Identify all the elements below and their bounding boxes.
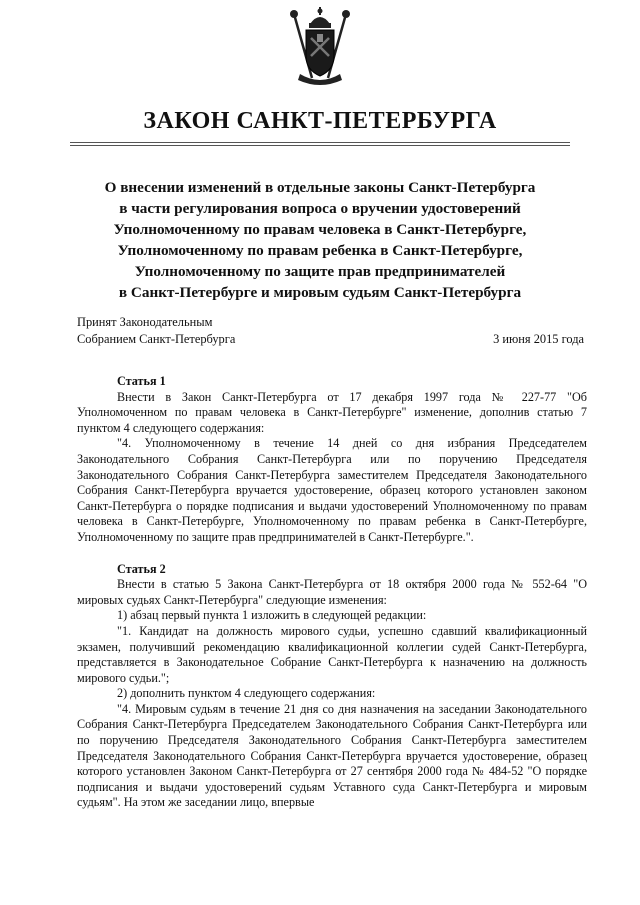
adopted-line: Принят Законодательным xyxy=(77,315,213,329)
article-paragraph: 1) абзац первый пункта 1 изложить в следующей редакции: xyxy=(117,608,427,623)
article-paragraph: Внести в статью 5 Закона Санкт-Петербурга от 18 октября 2000 года № 552-64 "О мировых судьях Санкт-Петербурга" следующие изменения: xyxy=(77,577,587,607)
law-heading xyxy=(60,177,580,303)
title-rule xyxy=(70,142,570,143)
heading-line: Уполномоченному по правам человека в Санкт-Петербурге, xyxy=(113,221,527,238)
heading-line: в Санкт-Петербурге и мировым судьям Санкт-Петербурга xyxy=(118,284,522,301)
adoption-date: 3 июня 2015 года xyxy=(493,332,584,346)
law-body xyxy=(77,374,587,811)
article-paragraph: "1. Кандидат на должность мирового судьи, успешно сдавший квалификационный экзамен, получивший рекомендацию квалификационной коллегии судей Санкт-Петербурга, представляется в Законодательное Собрание Санкт-Петербурга к назначению на должность мирового судьи."; xyxy=(77,623,587,685)
adopted-line: Собранием Санкт-Петербурга xyxy=(77,332,236,346)
heading-line: О внесении изменений в отдельные законы Санкт-Петербурга xyxy=(104,179,536,196)
title-rule xyxy=(70,145,570,146)
article-paragraph: 2) дополнить пунктом 4 следующего содержания: xyxy=(117,686,376,701)
law-title: ЗАКОН САНКТ-ПЕТЕРБУРГА xyxy=(143,108,497,134)
article-title: Статья 1 xyxy=(117,374,166,388)
heading-line: Уполномоченному по защите прав предпринимателей xyxy=(134,263,506,280)
article-paragraph: Внести в Закон Санкт-Петербурга от 17 декабря 1997 года № 227-77 "Об Уполномоченном по правам человека в Санкт-Петербурге" изменение, дополнив статью 7 пунктом 4 следующего содержания: xyxy=(77,389,587,435)
heading-line: в части регулирования вопроса о вручении удостоверений xyxy=(119,200,521,217)
article-paragraph: "4. Мировым судьям в течение 21 дня со дня назначения на заседании Законодательного Собрания Санкт-Петербурга Председателем Законодательного Собрания Санкт-Петербурга или по поручению Председателя Законодательного Собрания Санкт-Петербурга заместителем Председателя Законодательного Собрания Санкт-Петербурга вручается удостоверение, образец которого установлен Законом Санкт-Петербурга от 27 сентября 2000 года № 484-52 "О порядке подписания и выдачи удостоверений судьям Уставного суда Санкт-Петербурга и мировым судьям". На этом же заседании лицо, впервые xyxy=(77,701,587,810)
article-paragraph: "4. Уполномоченному в течение 14 дней со дня избрания Председателем Законодательного Собрания Санкт-Петербурга или по поручению Председателя Законодательного Собрания Санкт-Петербурга заместителем Председателя Законодательного Собрания Санкт-Петербурга вручается удостоверение, образец которого установлен законом Санкт-Петербурга о порядке подписания и выдачи удостоверений Уполномоченному по правам человека в Санкт-Петербурге, Уполномоченному по правам ребенка в Санкт-Петербурге, Уполномоченному по защите прав предпринимателей в Санкт-Петербурге.". xyxy=(77,436,587,544)
article-title: Статья 2 xyxy=(117,561,166,576)
coat-of-arms-icon xyxy=(286,6,354,88)
heading-line: Уполномоченному по правам ребенка в Санкт-Петербурге, xyxy=(117,242,523,259)
adopted-by xyxy=(77,314,235,348)
